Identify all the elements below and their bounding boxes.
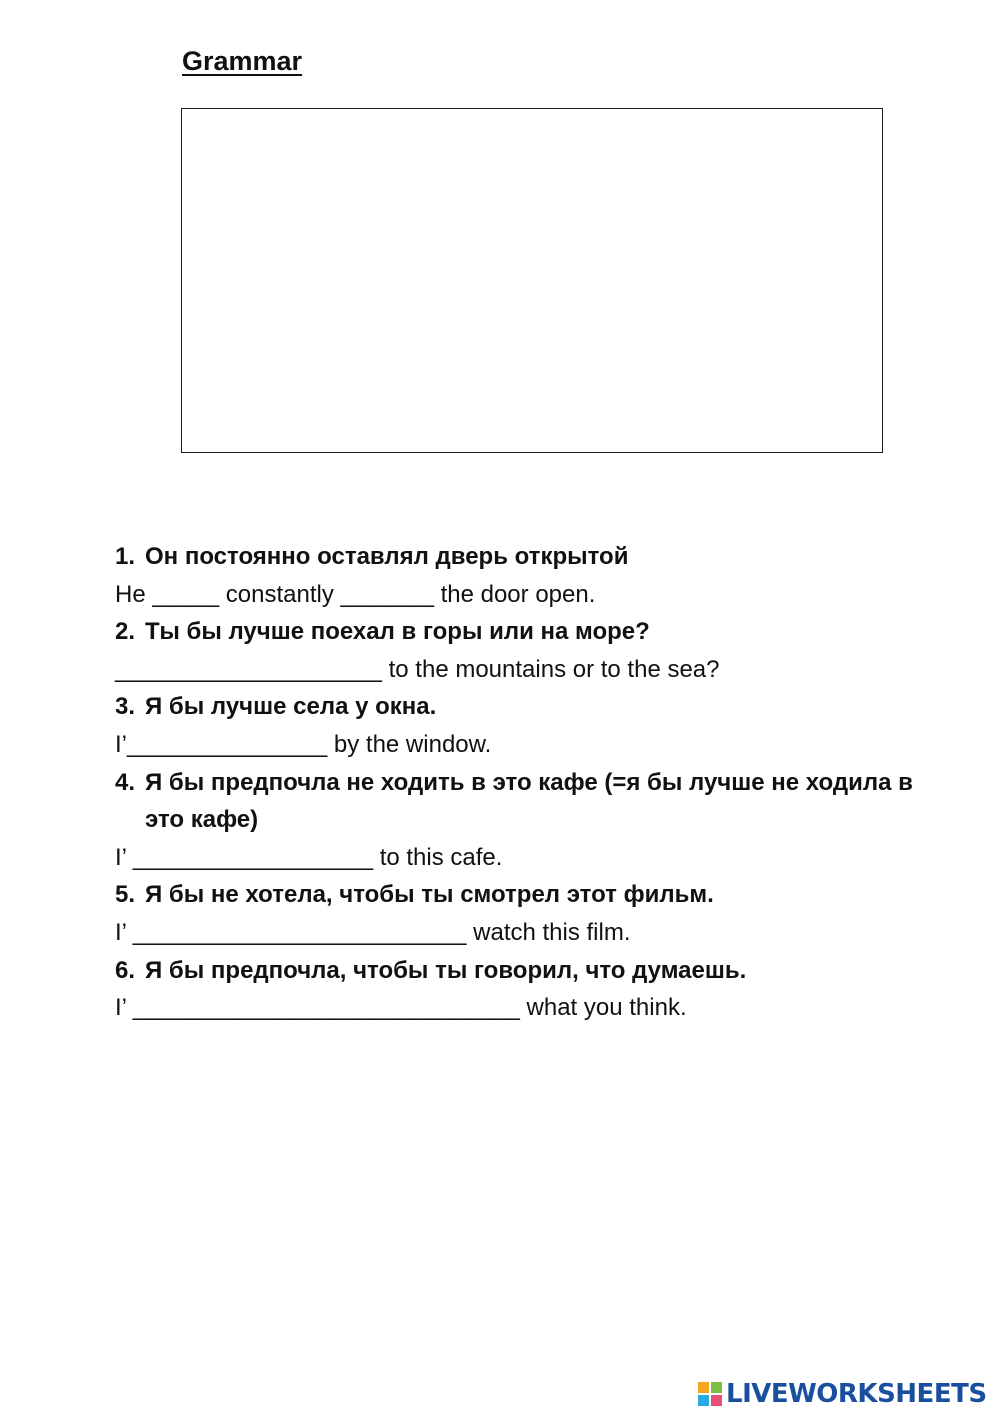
exercise-number: 3. [115, 693, 136, 721]
page-title: Grammar [182, 46, 303, 76]
exercise-question [115, 538, 915, 576]
exercise-question-text: Он постоянно оставлял дверь открытой [145, 543, 629, 570]
exercise-answer-line[interactable]: ____________________ to the mountains or to the sea? [115, 655, 720, 683]
exercise-list [115, 538, 915, 1027]
exercise-question [115, 764, 915, 839]
exercise-question-text: Ты бы лучше поехал в горы или на море? [145, 618, 650, 646]
exercise-answer-line[interactable]: I’ _____________________________ what you think. [115, 994, 687, 1022]
exercise-answer-line[interactable]: I’_______________ by the window. [115, 730, 492, 758]
exercise-question-text: Я бы лучше села у окна. [145, 693, 437, 721]
exercise-question [115, 952, 915, 990]
exercise-item [115, 952, 915, 1027]
exercise-item [115, 538, 915, 613]
logo-block [711, 1395, 722, 1406]
exercise-item [115, 688, 915, 763]
exercise-question-text: Я бы предпочла не ходить в это кафе (=я бы лучше не ходила в это кафе) [145, 768, 913, 834]
exercise-question [115, 613, 915, 651]
liveworksheets-logo [698, 1379, 987, 1409]
exercise-answer-line[interactable]: I’ __________________ to this cafe. [115, 843, 503, 871]
exercise-number: 1. [115, 543, 136, 570]
exercise-number: 2. [115, 618, 136, 646]
exercise-item [115, 876, 915, 951]
logo-text: LIVEWORKSHEETS [726, 1379, 987, 1409]
exercise-question [115, 876, 915, 914]
exercise-number: 6. [115, 956, 136, 984]
logo-blocks-icon [698, 1382, 722, 1406]
exercise-answer-line[interactable]: He _____ constantly _______ the door open. [115, 580, 596, 608]
logo-block [711, 1382, 722, 1393]
exercise-item [115, 764, 915, 877]
exercise-question-text: Я бы не хотела, чтобы ты смотрел этот фильм. [145, 881, 714, 909]
exercise-question [115, 688, 915, 726]
logo-block [698, 1382, 709, 1393]
image-frame [181, 108, 883, 453]
exercise-answer-line[interactable]: I’ _________________________ watch this film. [115, 918, 631, 946]
exercise-item [115, 613, 915, 688]
logo-block [698, 1395, 709, 1406]
exercise-number: 4. [115, 768, 136, 796]
exercise-question-text: Я бы предпочла, чтобы ты говорил, что думаешь. [145, 956, 747, 984]
exercise-number: 5. [115, 881, 136, 909]
